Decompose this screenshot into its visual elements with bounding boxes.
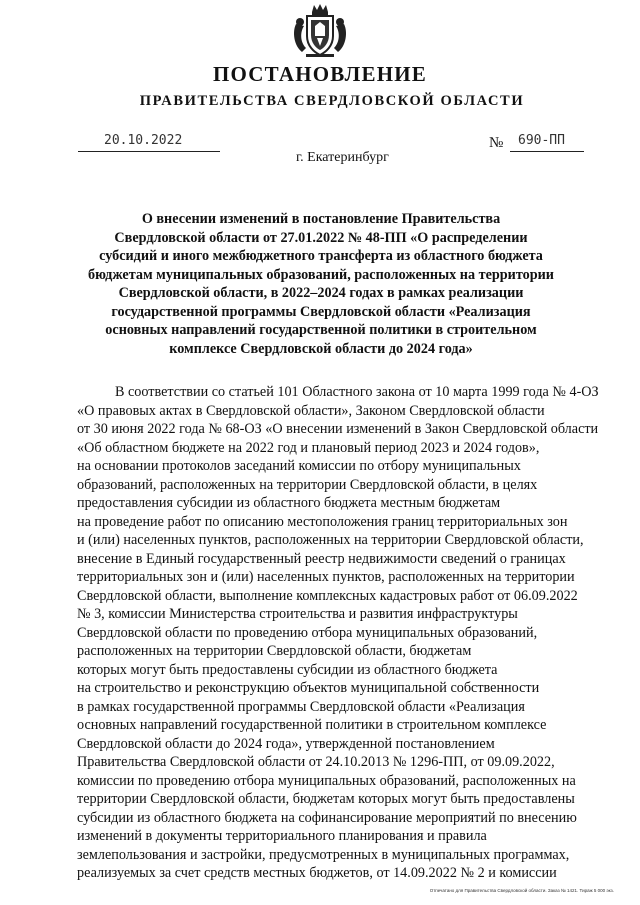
subject-line: Свердловской области от 27.01.2022 № 48-ПП «О распределении [114,229,528,246]
body-line: предоставления субсидии из областного бюджета местным бюджетам [77,495,501,511]
number-sign: № [489,135,504,151]
print-footer: Отпечатано для Правительства Свердловской области. Заказ № 1421. Тираж 5 000 экз. [429,888,614,893]
body-line: субсидии из областного бюджета на софинансирование мероприятий по внесению [77,809,577,826]
body-line: Свердловской области, выполнение комплексных кадастровых работ от 06.09.2022 [77,587,578,604]
body-line: территории Свердловской области, бюджетам которых могут быть предоставлены [77,791,575,807]
body-line: в рамках государственной программы Свердловской области «Реализация [77,698,525,715]
document-title: ПОСТАНОВЛЕНИЕ [212,62,428,86]
document-city: г. Екатеринбург [296,150,389,165]
subject-line: субсидий и иного межбюджетного трансферта из областного бюджета [99,248,543,264]
body-line: землепользования и застройки, предусмотренных в муниципальных программах, [77,846,570,863]
body-line: которых могут быть предоставлены субсидии из областного бюджета [77,661,498,678]
body-line: № 3, комиссии Министерства строительства и развития инфраструктуры [77,606,518,622]
document-date: 20.10.2022 [104,133,183,148]
body-line: «Об областном бюджете на 2022 год и плановый период 2023 и 2024 годов», [77,439,540,456]
body-line: изменений в документы территориального планирования и правила [77,828,487,844]
body-line: на проведение работ по описанию местоположения границ территориальных зон [77,513,568,530]
body-line: образований, расположенных на территории Свердловской области, в целях [77,476,538,493]
body-line: В соответствии со статьей 101 Областного закона от 10 марта 1999 года № 4-ОЗ [115,384,599,400]
document-subject [86,210,556,358]
document-number: 690-ПП [518,133,565,148]
body-line: «О правовых актах в Свердловской области», Законом Свердловской области [77,402,545,419]
coat-of-arms-emblem [288,2,352,60]
subject-line: Свердловской области, в 2022–2024 годах в рамках реализации [118,285,524,301]
subject-line: комплексе Свердловской области до 2024 года» [169,340,473,357]
body-line: реализуемых за счет средств местных бюджетов, от 14.09.2022 № 2 и комиссии [77,865,557,881]
subject-line: государственной программы Свердловской области «Реализация [111,303,531,320]
body-line: основных направлений государственной политики в строительном комплексе [77,717,547,733]
document-body [77,383,609,883]
body-line: от 30 июня 2022 года № 68-ОЗ «О внесении изменений в Закон Свердловской области [77,421,599,437]
body-line: внесение в Единый государственный реестр недвижимости сведений о границах [77,550,566,567]
body-line: на основании протоколов заседаний комиссии по отбору муниципальных [77,458,521,474]
subject-line: бюджетам муниципальных образований, расположенных на территории [88,266,554,283]
body-line: Свердловской области до 2024 года», утвержденной постановлением [77,735,495,752]
body-line: и (или) населенных пунктов, расположенных на территории Свердловской области, [77,532,584,548]
date-field [78,133,220,152]
body-line: на строительство и реконструкцию объектов муниципальной собственности [77,680,540,696]
document-issuer: ПРАВИТЕЛЬСТВА СВЕРДЛОВСКОЙ ОБЛАСТИ [139,93,525,109]
body-line: Свердловской области по проведению отбора муниципальных образований, [77,624,538,641]
subject-line: основных направлений государственной политики в строительном [105,322,537,338]
body-line: расположенных на территории Свердловской области, бюджетам [77,643,472,659]
body-line: территориальных зон и (или) населенных пунктов, расположенных на территории [77,569,575,585]
number-field [510,133,584,152]
subject-line: О внесении изменений в постановление Правительства [141,211,501,227]
body-line: Правительства Свердловской области от 24.10.2013 № 1296-ПП, от 09.09.2022, [77,754,555,770]
body-line: комиссии по проведению отбора муниципальных образований, расположенных на [77,772,576,789]
